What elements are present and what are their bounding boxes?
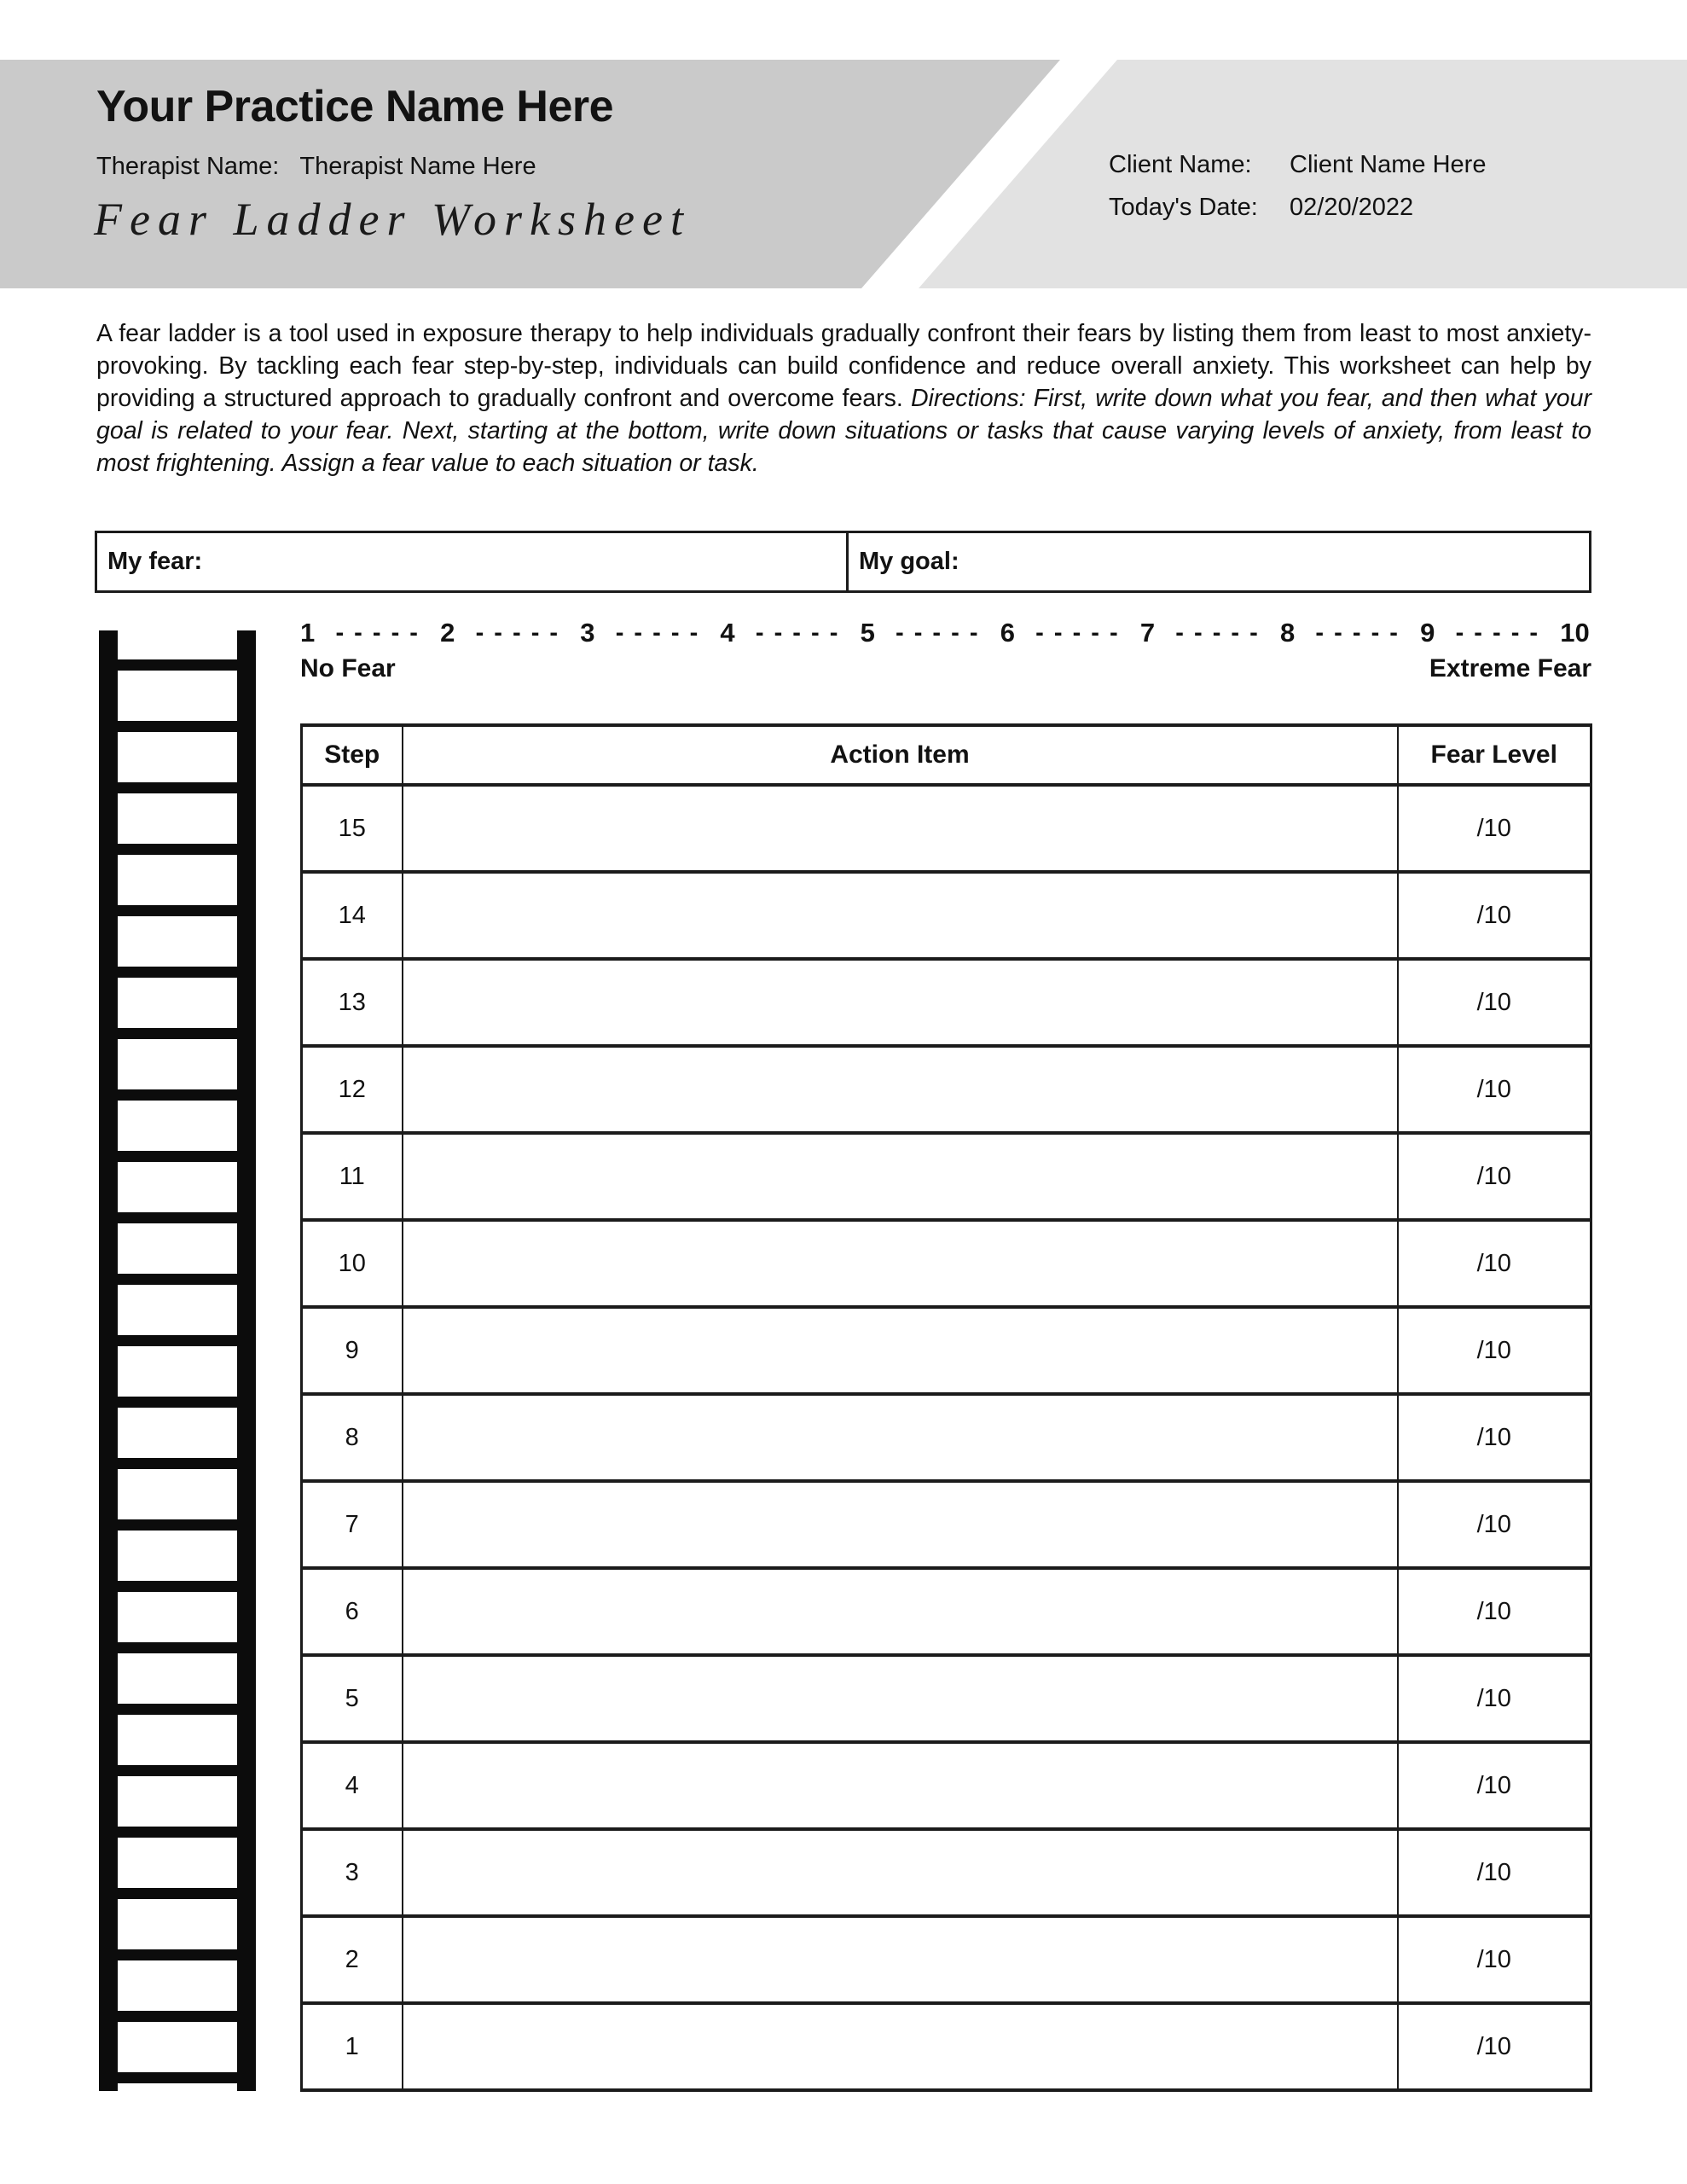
table-row: [302, 1655, 1591, 1742]
scale-number: 9: [1420, 618, 1435, 648]
table-row: [302, 1046, 1591, 1133]
my-fear-cell: [97, 533, 849, 590]
worksheet-title: Fear Ladder Worksheet: [94, 194, 691, 245]
scale-number: 5: [860, 618, 875, 648]
action-item-cell[interactable]: [403, 1829, 1398, 1916]
my-goal-input-area[interactable]: [959, 533, 1589, 590]
step-cell: 7: [302, 1481, 403, 1568]
intro-paragraph: [96, 317, 1591, 479]
scale-dashes: - - - - -: [1035, 619, 1120, 647]
scale-number: 10: [1560, 618, 1590, 648]
action-item-cell[interactable]: [403, 1133, 1398, 1220]
action-item-cell[interactable]: [403, 872, 1398, 959]
fear-level-cell[interactable]: /10: [1398, 1133, 1591, 1220]
client-block: [1109, 143, 1486, 229]
action-item-cell[interactable]: [403, 1307, 1398, 1394]
fear-scale-labels: [300, 654, 1591, 683]
fear-level-cell[interactable]: /10: [1398, 959, 1591, 1046]
action-item-cell[interactable]: [403, 959, 1398, 1046]
table-body: [302, 785, 1591, 2090]
fear-level-cell[interactable]: /10: [1398, 2003, 1591, 2090]
step-cell: 12: [302, 1046, 403, 1133]
scale-dashes: - - - - -: [1315, 619, 1400, 647]
scale-number: 4: [720, 618, 735, 648]
date-label: Today's Date:: [1109, 193, 1258, 221]
client-name-value: Client Name Here: [1290, 150, 1487, 178]
action-item-cell[interactable]: [403, 1046, 1398, 1133]
action-item-cell[interactable]: [403, 1655, 1398, 1742]
step-cell: 13: [302, 959, 403, 1046]
fear-level-cell[interactable]: /10: [1398, 1481, 1591, 1568]
step-cell: 4: [302, 1742, 403, 1829]
step-cell: 8: [302, 1394, 403, 1481]
step-cell: 2: [302, 1916, 403, 2003]
step-cell: 3: [302, 1829, 403, 1916]
ladder-graphic: [99, 630, 256, 2091]
step-cell: 14: [302, 872, 403, 959]
scale-dashes: - - - - -: [615, 619, 700, 647]
table-header-row: [302, 725, 1591, 785]
scale-number: 8: [1279, 618, 1296, 648]
table-row: [302, 872, 1591, 959]
fear-level-cell[interactable]: /10: [1398, 1307, 1591, 1394]
step-cell: 9: [302, 1307, 403, 1394]
action-item-column-header: Action Item: [403, 725, 1398, 785]
my-goal-label: My goal:: [859, 548, 959, 575]
scale-dashes: - - - - -: [755, 619, 840, 647]
fear-level-cell[interactable]: /10: [1398, 1568, 1591, 1655]
fear-ladder-table: [300, 723, 1592, 2092]
scale-dashes: - - - - -: [335, 619, 420, 647]
therapist-label: Therapist Name:: [96, 153, 280, 180]
step-cell: 15: [302, 785, 403, 872]
step-cell: 6: [302, 1568, 403, 1655]
table-row: [302, 2003, 1591, 2090]
my-fear-label: My fear:: [107, 548, 203, 575]
scale-number: 3: [580, 618, 595, 648]
scale-dashes: - - - - -: [475, 619, 560, 647]
scale-number: 1: [300, 618, 316, 648]
my-goal-cell: [849, 533, 1589, 590]
table-row: [302, 1307, 1591, 1394]
scale-right-label: Extreme Fear: [1429, 654, 1591, 682]
date-value: 02/20/2022: [1290, 193, 1414, 221]
action-item-cell[interactable]: [403, 1394, 1398, 1481]
client-name-row: [1109, 143, 1486, 186]
fear-level-cell[interactable]: /10: [1398, 872, 1591, 959]
scale-number: 6: [1000, 618, 1015, 648]
table-row: [302, 785, 1591, 872]
action-item-cell[interactable]: [403, 1742, 1398, 1829]
intro-directions-text: Directions: First, write down what you fear, and then what your goal is related to your fear. Next, starting at the bottom, write down situations or tasks that cause varying levels of anxiety, from least to most frightening. Assign a fear value to each situation or task.: [96, 385, 1591, 477]
action-item-cell[interactable]: [403, 1568, 1398, 1655]
header-band: [0, 0, 1687, 288]
action-item-cell[interactable]: [403, 1481, 1398, 1568]
step-column-header: Step: [302, 725, 403, 785]
client-name-label: Client Name:: [1109, 150, 1252, 178]
fear-level-cell[interactable]: /10: [1398, 1742, 1591, 1829]
therapist-value: Therapist Name Here: [299, 153, 536, 180]
action-item-cell[interactable]: [403, 2003, 1398, 2090]
my-fear-input-area[interactable]: [202, 533, 846, 590]
table-row: [302, 1568, 1591, 1655]
practice-name: Your Practice Name Here: [96, 82, 614, 131]
fear-scale-numbers: [300, 618, 1590, 648]
fear-level-cell[interactable]: /10: [1398, 1394, 1591, 1481]
table-row: [302, 1133, 1591, 1220]
table-row: [302, 1394, 1591, 1481]
scale-dashes: - - - - -: [896, 619, 980, 647]
table-row: [302, 1220, 1591, 1307]
fear-level-cell[interactable]: /10: [1398, 1916, 1591, 2003]
step-cell: 10: [302, 1220, 403, 1307]
scale-number: 7: [1139, 618, 1156, 648]
scale-dashes: - - - - -: [1455, 619, 1540, 647]
step-cell: 5: [302, 1655, 403, 1742]
intro-text: A fear ladder is a tool used in exposure therapy to help individuals gradually confront their fears by listing them from least to most anxiety-provoking. By tackling each fear step-by-step, individuals can build confidence and reduce overall anxiety. This worksheet can help by providing a structured approach to gradually confront and overcome fears.: [96, 320, 1591, 412]
fear-level-column-header: Fear Level: [1398, 725, 1591, 785]
fear-level-cell[interactable]: /10: [1398, 1046, 1591, 1133]
table-row: [302, 959, 1591, 1046]
fear-level-cell[interactable]: /10: [1398, 1829, 1591, 1916]
action-item-cell[interactable]: [403, 785, 1398, 872]
action-item-cell[interactable]: [403, 1916, 1398, 2003]
table-row: [302, 1916, 1591, 2003]
fear-level-cell[interactable]: /10: [1398, 1220, 1591, 1307]
table-row: [302, 1481, 1591, 1568]
scale-dashes: - - - - -: [1175, 619, 1260, 647]
scale-number: 2: [440, 618, 455, 648]
therapist-line: [96, 153, 536, 181]
step-cell: 1: [302, 2003, 403, 2090]
scale-left-label: No Fear: [300, 654, 396, 682]
table-row: [302, 1742, 1591, 1829]
fear-level-cell[interactable]: /10: [1398, 1655, 1591, 1742]
table-row: [302, 1829, 1591, 1916]
date-row: [1109, 186, 1486, 229]
fear-level-cell[interactable]: /10: [1398, 785, 1591, 872]
step-cell: 11: [302, 1133, 403, 1220]
action-item-cell[interactable]: [403, 1220, 1398, 1307]
ladder-rungs: [106, 659, 249, 2088]
fear-goal-box: [95, 531, 1591, 593]
